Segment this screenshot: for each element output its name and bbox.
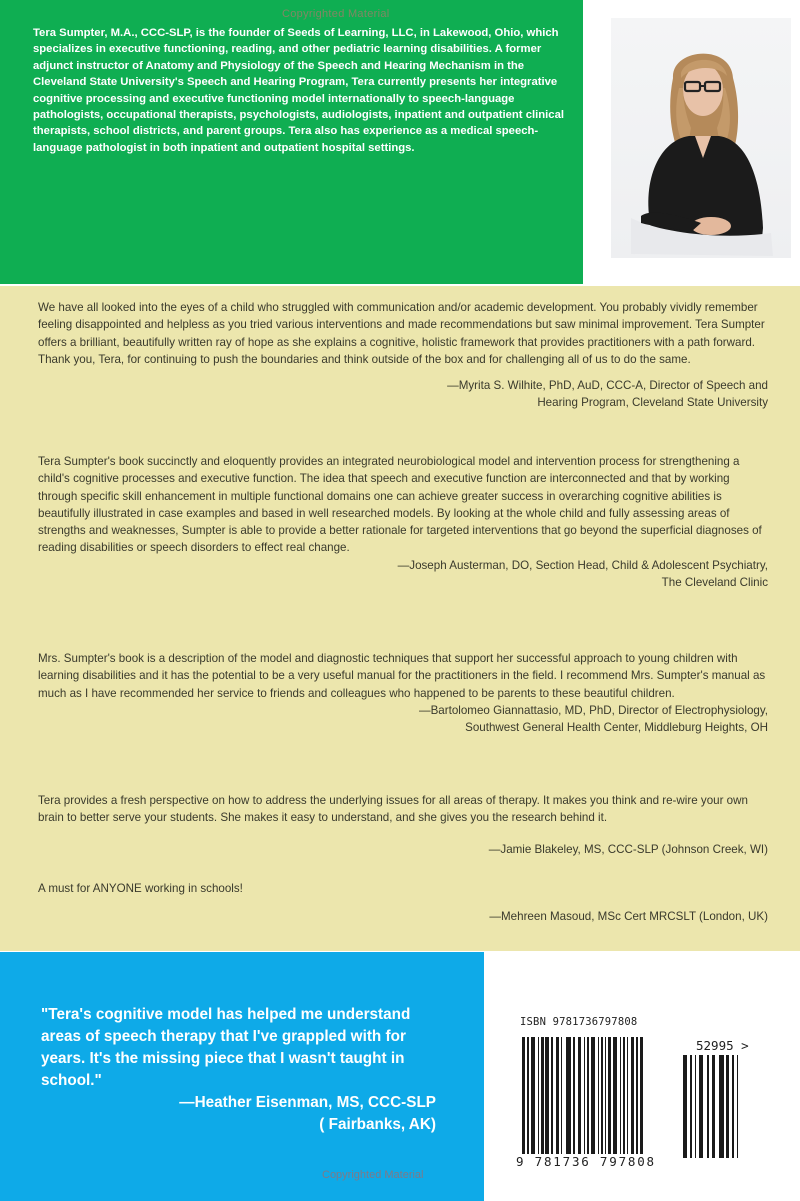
ean-digits: 9 781736 797808 [516, 1154, 656, 1169]
author-photo-panel [583, 0, 800, 286]
copyright-watermark: Copyrighted Material [322, 1169, 424, 1181]
featured-quote-attribution [179, 1092, 436, 1136]
isbn-label: ISBN 9781736797808 [520, 1016, 638, 1028]
author-bio-text: Tera Sumpter, M.A., CCC-SLP, is the founder of Seeds of Learning, LLC, in Lakewood, Ohio, which specializes in executive functioning, reading, and other pediatric learning disabilities. A former adjunct instructor of Anatomy and Physiology of the Speech and Hearing Mechanism in the Cleveland State University's Speech and Hearing Program, Tera currently presents her integrative cognitive processing and executive functioning model internationally to speech-language pathologists, occupational therapists, psychologists, audiologists, inpatient and outpatient clinical therapists, school districts, and parent groups. Tera also has experience as a medical speech-language pathologist in both inpatient and outpatient hospital settings. [33, 27, 565, 154]
price-code: 52995 > [696, 1038, 749, 1053]
testimonial-attribution-affiliation: Southwest General Health Center, Middleburg Heights, OH [465, 721, 768, 735]
testimonial-attribution: —Joseph Austerman, DO, Section Head, Child & Adolescent Psychiatry, [397, 558, 768, 572]
featured-quote-author: —Heather Eisenman, MS, CCC-SLP [179, 1094, 436, 1111]
author-bio-panel [0, 0, 583, 284]
testimonial-attribution-affiliation: The Cleveland Clinic [661, 576, 768, 590]
testimonial-attribution: —Bartolomeo Giannattasio, MD, PhD, Director of Electrophysiology, [418, 703, 768, 717]
featured-quote-panel [0, 952, 484, 1201]
featured-quote-text: "Tera's cognitive model has helped me understand areas of speech therapy that I've grappled with for years. It's the missing piece that I wasn't taught in school." [41, 1006, 411, 1089]
testimonial-quote: Tera provides a fresh perspective on how to address the underlying issues for all areas of therapy. It makes you think and re-wire your own brain to better serve your students. She makes it easy to understand, and she gives you the research behind it. [38, 794, 748, 825]
author-portrait-icon [611, 18, 791, 258]
testimonial-quote: Tera Sumpter's book succinctly and eloquently provides an integrated neurobiological model and intervention process for strengthening a child's cognitive processes and executive function. The idea that speech and executive function are interconnected and that by working through specific skill enhancement in multiple functional domains one can achieve greater success in overarching cognitive abilities is beautifully illustrated in case examples and based in well researched models. By looking at the whole child and fully assessing areas of strengths and weaknesses, Sumpter is able to provide a better rationale for targeted interventions that go beyond the superficial diagnoses of reading disabilities or speech disorders to effect real change. [38, 455, 762, 555]
price-addon-barcode-icon [683, 1055, 759, 1158]
copyright-watermark: Copyrighted Material [282, 8, 390, 20]
testimonial [38, 299, 768, 412]
testimonial-attribution: —Jamie Blakeley, MS, CCC-SLP (Johnson Creek, WI) [488, 842, 768, 856]
testimonials-panel [0, 286, 800, 951]
testimonial [38, 880, 768, 926]
author-photo [611, 18, 791, 258]
featured-quote-location: ( Fairbanks, AK) [319, 1116, 436, 1133]
ean-barcode-icon [522, 1037, 672, 1165]
testimonial-quote: We have all looked into the eyes of a child who struggled with communication and/or academic development. You probably vividly remember feeling disappointed and helpless as you tried various interventions and made recommendations but saw minimal improvement. Tera Sumpter offers a brilliant, beautifully written ray of hope as she explains a cognitive, holistic framework that provides practitioners with a path forward. Thank you, Tera, for continuing to push the boundaries and think outside of the box and for challenging all of us to do the same. [38, 301, 765, 366]
testimonial-quote: Mrs. Sumpter's book is a description of the model and diagnostic techniques that support her successful approach to young children with learning disabilities and it has the potential to be a very useful manual for the practitioners in the field. I recommend Mrs. Sumpter's manual as much as I have recommended her service to friends and colleagues who happened to be parents to these beautiful children. [38, 652, 766, 700]
testimonial-quote: A must for ANYONE working in schools! [38, 882, 243, 895]
testimonial-attribution-affiliation: Hearing Program, Cleveland State University [537, 396, 768, 410]
testimonial [38, 792, 768, 858]
testimonial [38, 650, 768, 736]
isbn-barcode-panel [484, 952, 800, 1201]
testimonial-attribution: —Myrita S. Wilhite, PhD, AuD, CCC-A, Director of Speech and [447, 379, 768, 393]
testimonial [38, 453, 768, 591]
testimonial-attribution: —Mehreen Masoud, MSc Cert MRCSLT (London, UK) [489, 910, 768, 924]
